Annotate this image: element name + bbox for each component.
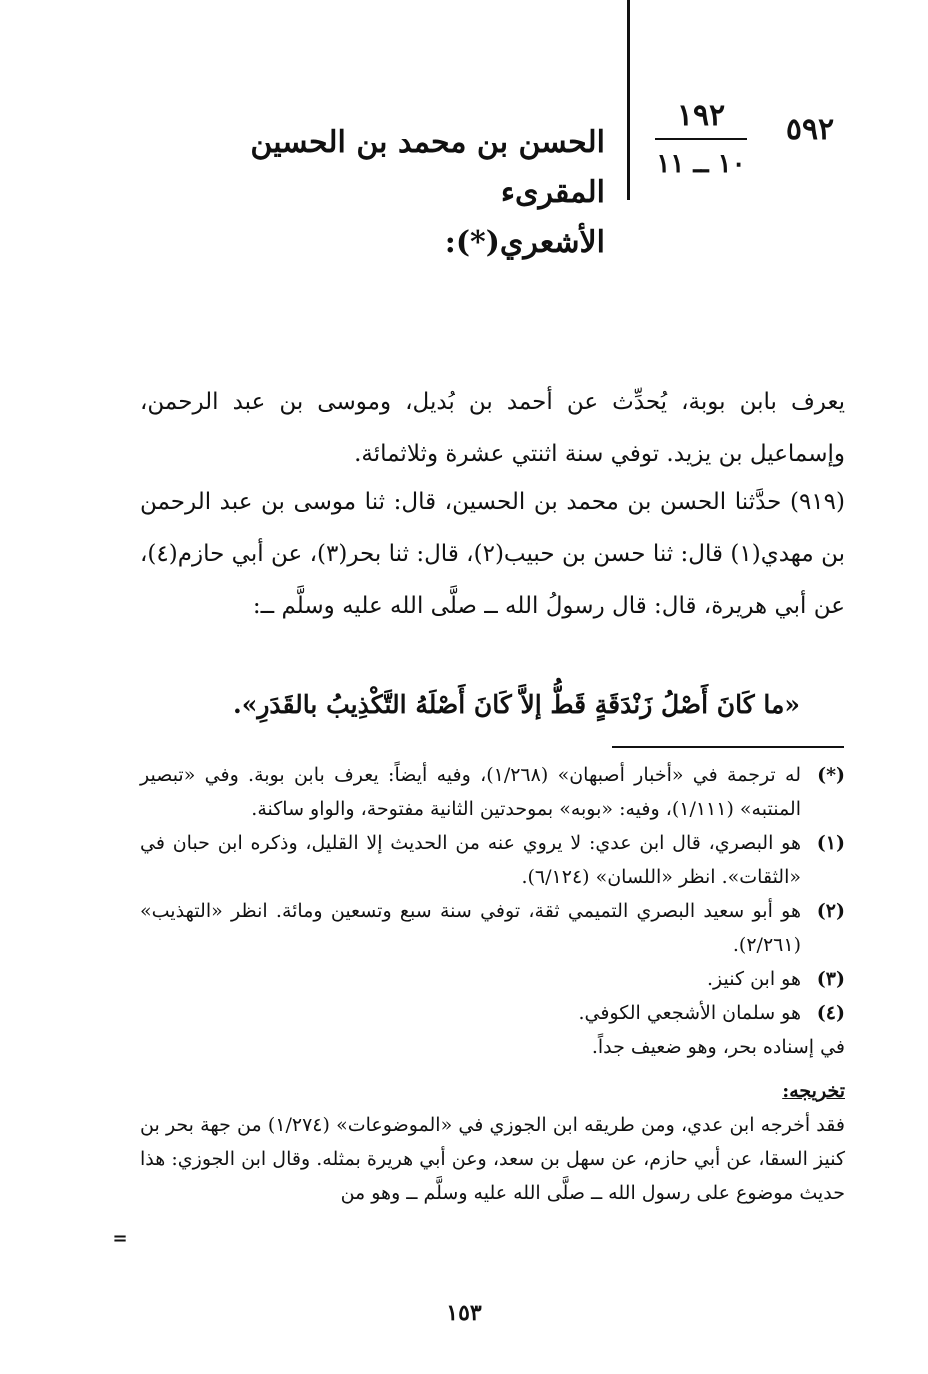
entry-title-line-2: الأشعري(*): [444, 225, 605, 260]
footnote-text: له ترجمة في «أخبار أصبهان» (١/٢٦٨)، وفيه أيضاً: يعرف بابن بوبة. وفي «تبصير المنتبه» (١/١١١)، وفيه: «بوبه» بموحدتين الثانية مفتوحة، والواو ساكنة. [140, 764, 802, 820]
footnote-item [140, 758, 845, 826]
footnote-item [140, 996, 845, 1030]
hadith-text: «ما كَانَ أَصْلُ زَنْدَقَةٍ قَطُّ إلاَّ كَانَ أَصْلَهُ التَّكْذِيبُ بالقَدَرِ». [233, 690, 800, 719]
entry-header [0, 0, 928, 260]
fraction-bottom: ١٠ ــ ١١ [656, 149, 746, 179]
footnote-text: هو أبو سعيد البصري التميمي ثقة، توفي سنة سبع وتسعين ومائة. انظر «التهذيب» (٢/٢٦١). [140, 900, 801, 956]
takhrij-heading: تخريجه: [782, 1080, 845, 1102]
header-divider [627, 0, 630, 200]
footnote-item [140, 962, 845, 996]
fraction-rule [655, 138, 747, 140]
isnad-note: في إسناده بحر، وهو ضعيف جداً. [591, 1036, 845, 1058]
footnote-text: هو البصري، قال ابن عدي: لا يروي عنه من الحديث إلا القليل، وذكره ابن حبان في «الثقات». انظر «اللسان» (٦/١٢٤). [140, 832, 801, 888]
continuation-mark: = [112, 1228, 128, 1249]
biography-paragraph: يعرف بابن بوبة، يُحدِّث عن أحمد بن بُديل، وموسى بن عبد الرحمن، وإسماعيل بن يزيد. توفي سنة اثنتي عشرة وثلاثمائة. [140, 389, 845, 467]
entry-title [200, 118, 605, 268]
entry-title-line-1: الحسن بن محمد بن الحسين المقرىء [250, 125, 605, 210]
footnote-text: هو سلمان الأشجعي الكوفي. [578, 1002, 801, 1024]
takhrij-text: فقد أخرجه ابن عدي، ومن طريقه ابن الجوزي في «الموضوعات» (١/٢٧٤) من جهة بحر بن كنيز السقا، عن أبي حازم، عن سهل بن سعد، وعن أبي هريرة بمثله. وقال ابن الجوزي: هذا حديث موضوع على رسول الله ــ صلَّى الله عليه وسلَّم ــ وهو من [140, 1114, 845, 1204]
narration-paragraph: (٩١٩) حدَّثنا الحسن بن محمد بن الحسين، قال: ثنا موسى بن عبد الرحمن بن مهدي(١) قال: ثنا حسن بن حبيب(٢)، قال: ثنا بحر(٣)، عن أبي حازم(٤)، عن أبي هريرة، قال: قال رسولُ الله ــ صلَّى الله عليه وسلَّم ــ: [140, 489, 845, 619]
entry-number: ٥٩٢ [785, 112, 835, 147]
volume-fraction [646, 96, 756, 182]
footnote-text: هو ابن كنيز. [707, 968, 801, 990]
footnote-marker: (٣) [816, 968, 845, 990]
page-number: ١٥٣ [446, 1300, 482, 1326]
fraction-top: ١٩٢ [676, 98, 726, 133]
footnote-marker: (٤) [816, 1002, 845, 1024]
footnotes [140, 758, 845, 1210]
footnote-marker: (٢) [816, 900, 845, 922]
footnote-marker: (١) [816, 832, 845, 854]
footnote-divider [612, 746, 844, 748]
footnote-marker: (*) [817, 764, 845, 786]
footnote-item [140, 826, 845, 894]
footnote-item [140, 894, 845, 962]
